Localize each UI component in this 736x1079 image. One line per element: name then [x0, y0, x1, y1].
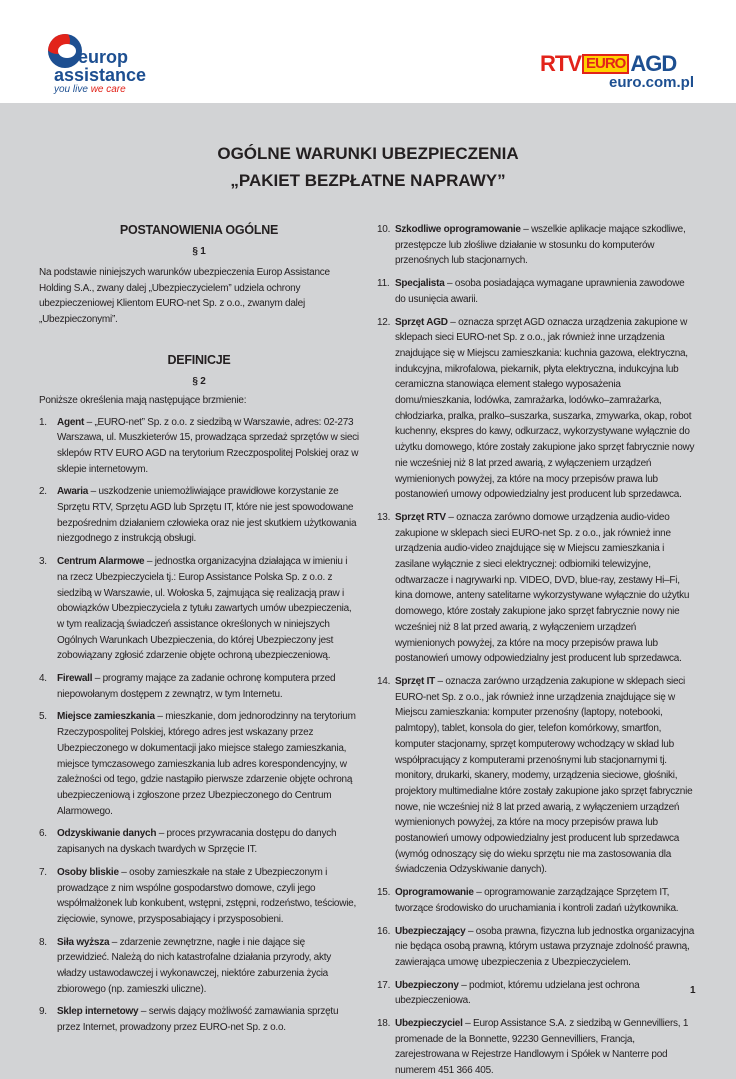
title-line-1: OGÓLNE WARUNKI UBEZPIECZENIA — [217, 144, 519, 163]
definition-item — [377, 674, 697, 878]
right-column — [377, 222, 697, 1079]
definition-item — [39, 709, 359, 819]
definition-term: Miejsce zamieszkania — [57, 711, 155, 723]
definition-term: Szkodliwe oprogramowanie — [395, 224, 521, 235]
definition-term: Ubezpieczyciel — [395, 1018, 463, 1030]
definition-number: 1. — [39, 416, 47, 428]
definition-number: 7. — [39, 866, 47, 878]
definition-number: 17. — [377, 979, 391, 991]
general-provisions-text: Na podstawie niniejszych warunków ubezpieczenia Europ Assistance Holding S.A., zwany dalej „Ubezpieczycielem” udziela ochrony ubezpieczeniowej Klientom EURO-net Sp. z o.o., zwanym dalej „Ubezpieczonymi”. — [39, 267, 330, 326]
definition-number: 10. — [377, 224, 391, 235]
definition-text: – Europ Assistance S.A. z siedzibą w Gennevilliers, 1 promenade de la Bonnette, 92230 Gennevilliers, Francja, zarejestrowana w Rejestrze Handlowym i Spółek w Nanterre pod numerem 451 366 405. — [395, 1018, 689, 1077]
definition-number: 2. — [39, 486, 47, 498]
definition-number: 4. — [39, 673, 47, 685]
definition-item — [39, 671, 359, 702]
definition-item — [377, 315, 697, 503]
definition-term: Ubezpieczający — [395, 925, 466, 937]
europ-assistance-logo — [44, 30, 154, 100]
definition-text: – oznacza zarówno domowe urządzenia audio-video zakupione w sklepach sieci EURO-net Sp. z o.o., jak również inne urządzenia audio-video znajdujące się w Miejscu zamieszkania i zasilane wyłącznie z sieci elektrycznej: odbiorniki telewizyjne, odtwarzacze i nagrywarki np. VIDEO, DVD, blue-ray, zestawy Hi–Fi, kina domowe, anteny satelitarne wykorzystywane wyłącznie do użytku domowego, które zostały zakupione jako sprzęt fabrycznie nowy nie wcześniej niż 8 lat przed awarią, z wyłączeniem urządzeń wymienionych powyżej, za które na mocy przepisów prawa lub postanowień umowy odpowiedzialny jest producent lub sprzedawca. — [395, 511, 690, 665]
logo-word-assistance: assistance — [54, 65, 147, 85]
paragraph-2-mark: § 2 — [192, 375, 206, 387]
definitions-list-right — [377, 222, 697, 1079]
definition-number: 18. — [377, 1018, 391, 1030]
definition-item — [377, 978, 697, 1009]
definition-number: 8. — [39, 936, 47, 948]
definition-text: – jednostka organizacyjna działająca w imieniu i na rzecz Ubezpieczyciela tj.: Europ Assistance Polska Sp. z o.o. z siedzibą w Warszawie, ul. Wołoska 5, zajmująca się realizacją praw i obowiązków Ubezpieczyciela z tytułu zawartych umów ubezpieczenia, w tym realizacją świadczeń assistance określonych w niniejszych Ogólnych Warunkach Ubezpieczenia, do której Ubezpieczony jest zobowiązany zgłosić zdarzenie objęte ochroną ubezpieczeniową. — [57, 556, 352, 662]
definition-item — [39, 415, 359, 478]
logo-word-europ: europ — [78, 47, 129, 67]
definition-term: Awaria — [57, 486, 89, 498]
definition-number: 13. — [377, 511, 391, 523]
definition-number: 14. — [377, 675, 391, 687]
definition-text: – serwis dający możliwość zamawiania sprzętu przez Internet, prowadzony przez EURO-net Sp. z o.o. — [57, 1006, 339, 1034]
definition-item — [377, 222, 697, 269]
definition-item — [377, 885, 697, 916]
logo-tagline: you live we care — [54, 84, 126, 95]
definition-term: Agent — [57, 416, 85, 428]
globe-icon — [48, 34, 82, 68]
definition-number: 12. — [377, 316, 391, 328]
definition-term: Siła wyższa — [57, 936, 110, 948]
logo-euro: EURO — [582, 54, 629, 74]
definition-item — [377, 276, 697, 307]
logo-rtv: RTV — [540, 51, 581, 76]
definition-text: – podmiot, któremu udzielana jest ochrona ubezpieczeniowa. — [395, 979, 640, 1007]
definition-text: – proces przywracania dostępu do danych zapisanych na dyskach twardych w Sprzęcie IT. — [57, 828, 337, 856]
definition-text: – wszelkie aplikacje mające szkodliwe, przestępcze lub złośliwe działanie w stosunku do komputerów przenośnych lub stacjonarnych. — [395, 224, 686, 267]
definition-term: Sprzęt AGD — [395, 316, 448, 328]
definition-term: Firewall — [57, 673, 93, 685]
definition-term: Odzyskiwanie danych — [57, 828, 157, 840]
definition-term: Oprogramowanie — [395, 887, 474, 899]
definition-item — [39, 484, 359, 547]
definition-item — [39, 554, 359, 664]
section-heading-general: POSTANOWIENIA OGÓLNE — [119, 223, 279, 237]
definition-number: 15. — [377, 887, 391, 899]
definition-item — [377, 1016, 697, 1079]
definition-term: Specjalista — [395, 278, 445, 290]
definition-number: 11. — [377, 278, 390, 290]
definitions-list-left — [39, 415, 359, 1036]
definition-text: – programy mające za zadanie ochronę komputera przed niepowołanym dostępem z zewnątrz, w tym Internetu. — [57, 673, 336, 700]
definition-text: – osoby zamieszkałe na stałe z Ubezpieczonym i prowadzące z nim wspólne gospodarstwo domowe, czyli jego współmałżonek lub konkubent, wstępni, zstępni, rodzeństwo, teściowie, zięciowie, synowe, przysposabiający i przysposobieni. — [57, 866, 357, 925]
rtv-euro-agd-logo — [540, 52, 700, 97]
definition-text: – uszkodzenie uniemożliwiające prawidłowe korzystanie ze Sprzętu RTV, Sprzętu AGD lub Sprzętu IT, które nie jest spowodowane bezpośrednim działaniem człowieka oraz nie jest skutkiem użytkowania niezgodnego z instrukcją obsługi. — [57, 486, 357, 545]
document-title — [0, 140, 736, 194]
definition-term: Sprzęt IT — [395, 675, 435, 687]
paragraph-1-mark: § 1 — [192, 246, 206, 257]
page-header — [0, 0, 736, 103]
definition-item — [39, 1004, 359, 1035]
definition-item — [39, 865, 359, 928]
definition-text: – mieszkanie, dom jednorodzinny na terytorium Rzeczypospolitej Polskiej, którego adres jest wskazany przez Ubezpieczonego w dokumentacji jako miejsce stałego zamieszkania, miejsce tymczasowego zamieszkania lub adres korespondencyjny, w zależności od tego, gdzie nastąpiło pierwsze zdarzenie objęte ochroną ubezpieczeniową i zgłoszone przez Ubezpieczonego do Centrum Alarmowego. — [57, 711, 356, 817]
definition-text: – oznacza zarówno urządzenia zakupione w sklepach sieci EURO-net Sp. z o.o., jak również inne urządzenia znajdujące się w Miejscu zamieszkania: komputer przenośny (laptopy, notebooki, palmtopy), tablet, konsola do gier, telefon komórkowy, smartfon, komputer stacjonarny, sprzęt komputerowy wchodzący w skład lub współpracujący z komputerami przenośnymi lub stacjonarnymi tj. monitory, drukarki, skanery, modemy, urządzenia sieciowe, głośniki, projektory multimedialne które zostały zakupione jako sprzęt fabrycznie nowe, nie wcześniej niż 8 lat przed awarią, z wyłączeniem urządzeń wymienionych powyżej, za które na mocy przepisów prawa lub postanowień umowy odpowiedzialny jest producent lub sprzedawca (wymóg odnoszący się do wieku sprzętu nie ma zastosowania dla świadczenia Odzyskiwanie danych). — [395, 675, 693, 876]
definitions-intro: Poniższe określenia mają następujące brzmienie: — [39, 394, 247, 406]
definition-text: – osoba prawna, fizyczna lub jednostka organizacyjna nie będąca osobą prawną, którym ustawa przyznaje zdolność prawną, zawierająca umowę ubezpieczenia z Ubezpieczycielem. — [395, 925, 694, 968]
definition-item — [39, 935, 359, 998]
definition-text: – oprogramowanie zarządzające Sprzętem IT, tworzące środowisko do uruchamiania i kontroli zadań użytkownika. — [395, 887, 679, 914]
definition-number: 16. — [377, 925, 391, 937]
definition-term: Ubezpieczony — [395, 979, 459, 991]
definition-text: – oznacza sprzęt AGD oznacza urządzenia zakupione w sklepach sieci EURO-net Sp. z o.o., jak również inne urządzenia znajdujące się w Miejscu zamieszkania: kuchnia gazowa, elektryczna, indukcyjna, mikrofalowa, piekarnik, płyta elektryczna, indukcyjna lub ceramiczna stanowiąca element stałego wyposażenia domu/mieszkania, lodówka, zamrażarka, lodówko–zamrażarka, chłodziarka, pralka, pralko–suszarka, suszarka, zmywarka, okap, robot kuchenny, ekspres do kawy, odkurzacz, wykorzystywane wyłącznie do użytku domowego, które zostały zakupione jako sprzęt fabrycznie nowy nie wcześniej niż 8 lat przed awarią, z wyłączeniem urządzeń wymienionych powyżej, za które na mocy przepisów prawa lub postanowień umowy odpowiedzialny jest producent lub sprzedawca. — [395, 316, 695, 501]
definition-term: Sklep internetowy — [57, 1006, 139, 1018]
definition-term: Centrum Alarmowe — [57, 556, 145, 568]
definition-item — [39, 826, 359, 857]
definition-number: 9. — [39, 1006, 47, 1018]
title-line-2: „PAKIET BEZPŁATNE NAPRAWY” — [230, 171, 506, 190]
logo-url: euro.com.pl — [608, 74, 694, 91]
definition-number: 6. — [39, 828, 47, 840]
definition-term: Sprzęt RTV — [395, 511, 446, 523]
definition-text: – zdarzenie zewnętrzne, nagłe i nie dające się przewidzieć. Należą do nich katastrofalne działania przyrody, akty władzy ustawodawczej i wykonawczej, niektóre zaburzenia życia zbiorowego (np. zamieszki uliczne). — [57, 936, 332, 995]
definition-item — [377, 510, 697, 667]
definition-number: 3. — [39, 556, 47, 568]
logo-agd: AGD — [630, 51, 677, 76]
definition-number: 5. — [39, 711, 47, 723]
definition-term: Osoby bliskie — [57, 866, 119, 878]
definition-item — [377, 924, 697, 971]
page-number: 1 — [690, 985, 696, 996]
definition-text: – „EURO-net” Sp. z o.o. z siedzibą w Warszawie, adres: 02-273 Warszawa, ul. Muszkieterów 15, prowadząca sprzedaż sprzętów w sieci sklepów RTV EURO AGD na terytorium Rzeczpospolitej Polskiej oraz w sklepie internetowym. — [57, 416, 359, 475]
definition-text: – osoba posiadająca wymagane uprawnienia zawodowe do usunięcia awarii. — [395, 278, 685, 305]
section-heading-definitions: DEFINICJE — [167, 352, 231, 367]
left-column — [39, 222, 359, 1036]
